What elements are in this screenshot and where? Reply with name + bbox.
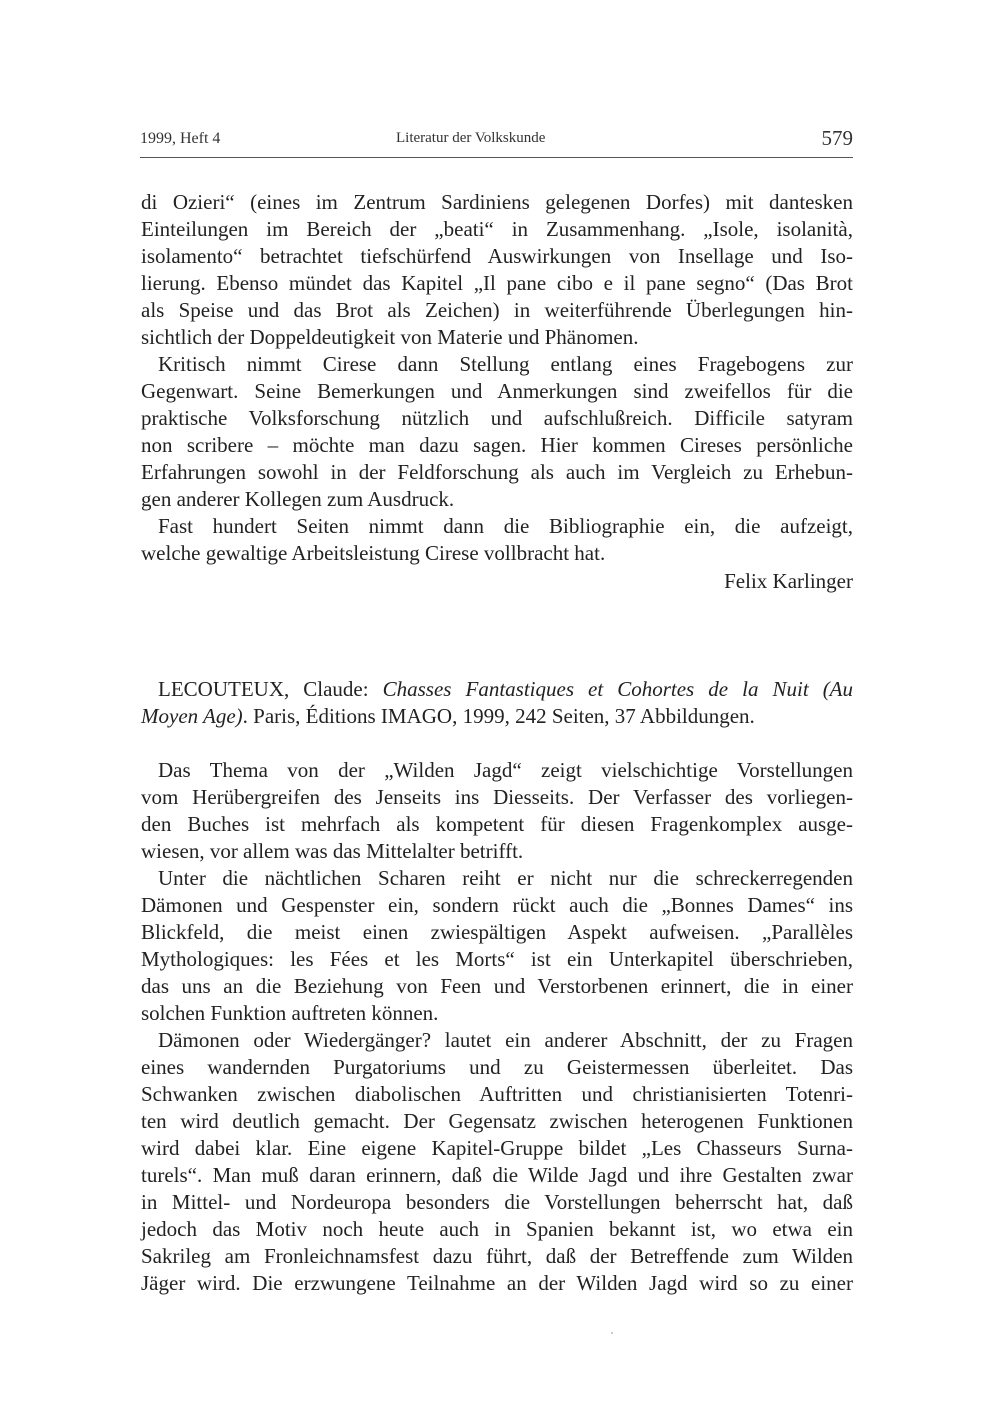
- text-line: Schwanken zwischen diabolischen Auftritten und christianisierten Totenri-: [141, 1082, 853, 1106]
- review2-paragraph-2: [141, 865, 853, 1027]
- text-line: Gegenwart. Seine Bemerkungen und Anmerkungen sind zweifellos für die: [141, 379, 853, 403]
- text-line: jedoch das Motiv noch heute auch in Spanien bekannt ist, wo etwa ein: [141, 1217, 853, 1241]
- text-line: wird dabei klar. Eine eigene Kapitel-Gruppe bildet „Les Chasseurs Surna-: [141, 1136, 853, 1160]
- text-line: di Ozieri“ (eines im Zentrum Sardiniens gelegenen Dorfes) mit dantesken: [141, 190, 853, 214]
- text-line: Dämonen und Gespenster ein, sondern rückt auch die „Bonnes Dames“ ins: [141, 893, 853, 917]
- citation-title-cont: Moyen Age): [141, 704, 243, 728]
- text-line: Erfahrungen sowohl in der Feldforschung als auch im Vergleich zu Erhebun-: [141, 460, 853, 484]
- review2-paragraph-1: [141, 757, 853, 865]
- citation-line-1: [141, 676, 853, 703]
- text-line: welche gewaltige Arbeitsleistung Cirese vollbracht hat.: [141, 541, 606, 565]
- text-line: den Buches ist mehrfach als kompetent für diesen Fragenkomplex ausge-: [141, 812, 853, 836]
- citation-title: Chasses Fantastiques et Cohortes de la Nuit (Au: [382, 677, 854, 701]
- text-line: Fast hundert Seiten nimmt dann die Bibliographie ein, die aufzeigt,: [158, 514, 853, 538]
- text-line: gen anderer Kollegen zum Ausdruck.: [141, 487, 455, 511]
- text-line: sichtlich der Doppeldeutigkeit von Materie und Phänomen.: [141, 325, 639, 349]
- text-line: turels“. Man muß daran erinnern, daß die Wilde Jagd und ihre Gestalten zwar: [141, 1163, 853, 1187]
- issue-label: 1999, Heft 4: [140, 130, 221, 147]
- text-line: isolamento“ betrachtet tiefschürfend Auswirkungen von Insellage und Iso-: [141, 244, 853, 268]
- review1-paragraph-3: [141, 513, 853, 567]
- review1-paragraph-1: [141, 189, 853, 351]
- text-line: Jäger wird. Die erzwungene Teilnahme an der Wilden Jagd wird so zu einer: [141, 1271, 853, 1295]
- text-line: Kritisch nimmt Cirese dann Stellung entlang eines Fragebogens zur: [158, 352, 853, 376]
- review1-signature: [141, 568, 853, 595]
- text-line: eines wandernden Purgatoriums und zu Geistermessen überleitet. Das: [141, 1055, 853, 1079]
- running-header: [140, 126, 853, 154]
- citation-line-2: [141, 703, 853, 730]
- review2-citation: [141, 676, 853, 730]
- text-line: non scribere – möchte man dazu sagen. Hier kommen Cireses persönliche: [141, 433, 853, 457]
- text-line: vom Herübergreifen des Jenseits ins Diesseits. Der Verfasser des vorliegen-: [141, 785, 853, 809]
- text-line: das uns an die Beziehung von Feen und Verstorbenen erinnert, die in einer: [141, 974, 853, 998]
- text-line: als Speise und das Brot als Zeichen) in weiterführende Überlegungen hin-: [141, 298, 853, 322]
- text-line: Blickfeld, die meist einen zwiespältigen Aspekt aufweisen. „Parallèles: [141, 920, 853, 944]
- text-line: in Mittel- und Nordeuropa besonders die Vorstellungen beherrscht hat, daß: [141, 1190, 853, 1214]
- text-line: Sakrileg am Fronleichnamsfest dazu führt, daß der Betreffende zum Wilden: [141, 1244, 853, 1268]
- page-number: 579: [821, 126, 853, 150]
- review1-paragraph-2: [141, 351, 853, 513]
- section-title: Literatur der Volkskunde: [396, 130, 546, 146]
- text-line: Unter die nächtlichen Scharen reiht er nicht nur die schreckerregenden: [158, 866, 853, 890]
- review2-paragraph-3: [141, 1027, 853, 1297]
- text-line: praktische Volksforschung nützlich und aufschlußreich. Difficile satyram: [141, 406, 853, 430]
- citation-publication: . Paris, Éditions IMAGO, 1999, 242 Seiten, 37 Abbildungen.: [242, 704, 755, 728]
- text-line: Das Thema von der „Wilden Jagd“ zeigt vielschichtige Vorstellungen: [158, 758, 853, 782]
- text-line: Mythologiques: les Fées et les Morts“ ist ein Unterkapitel überschrieben,: [141, 947, 853, 971]
- text-line: Einteilungen im Bereich der „beati“ in Zusammenhang. „Isole, isolanità,: [141, 217, 853, 241]
- citation-author: LECOUTEUX, Claude:: [158, 677, 383, 701]
- text-line: wiesen, vor allem was das Mittelalter betrifft.: [141, 839, 524, 863]
- text-line: lierung. Ebenso mündet das Kapitel „Il pane cibo e il pane segno“ (Das Brot: [141, 271, 853, 295]
- reviewer-name: Felix Karlinger: [724, 569, 853, 593]
- text-line: Dämonen oder Wiedergänger? lautet ein anderer Abschnitt, der zu Fragen: [158, 1028, 853, 1052]
- text-line: ten wird deutlich gemacht. Der Gegensatz zwischen heterogenen Funktionen: [141, 1109, 853, 1133]
- header-rule: [140, 157, 853, 158]
- scan-speck: [611, 1332, 613, 1334]
- text-line: solchen Funktion auftreten können.: [141, 1001, 439, 1025]
